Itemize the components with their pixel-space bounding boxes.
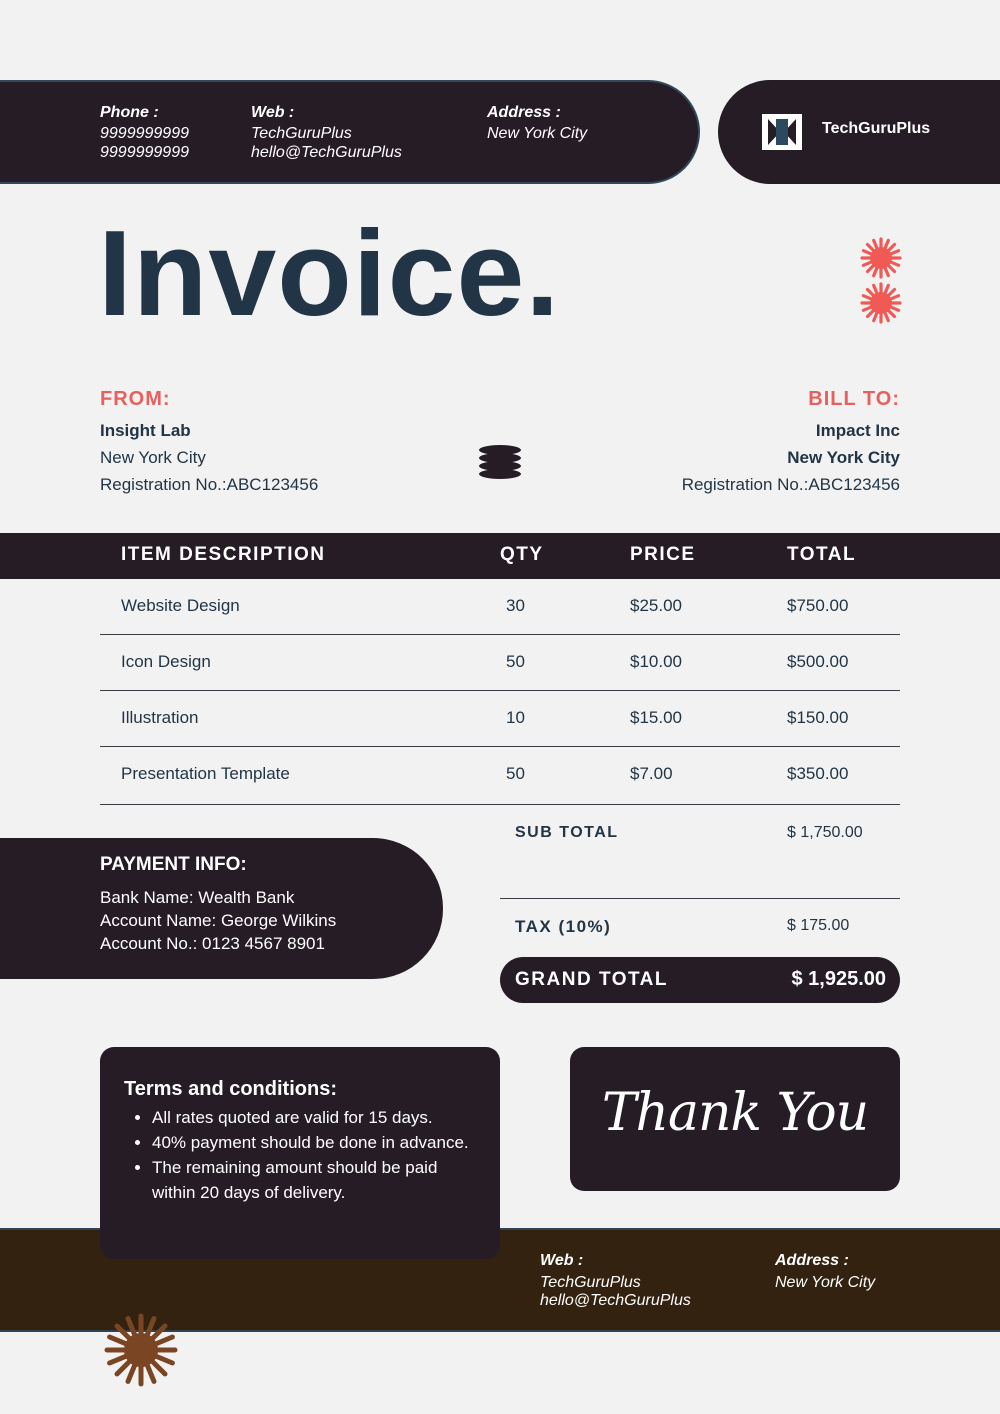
address-value: New York City [487,125,588,142]
tax-value: $ 175.00 [787,917,850,934]
grand-total-label: GRAND TOTAL [515,969,669,990]
row-price: $7.00 [630,764,673,783]
web-name: TechGuruPlus [251,125,352,142]
terms-item: • 40% payment should be done in advance. [152,1130,478,1155]
header-price: PRICE [630,544,696,565]
payment-info-panel [0,838,443,979]
header-contact-bar [0,80,700,184]
grand-total-bar [500,957,900,1003]
row-description: Icon Design [121,652,211,671]
table-row [100,579,900,635]
address-label: Address : [487,104,561,121]
row-price: $15.00 [630,708,682,727]
row-qty: 50 [506,652,525,671]
thank-you-text: Thank You [601,1083,869,1143]
from-city: New York City [100,448,206,467]
brand-bar [718,80,1000,184]
web-email: hello@TechGuruPlus [251,144,402,161]
terms-list [128,1105,478,1205]
row-price: $10.00 [630,652,682,671]
row-description: Illustration [121,708,199,727]
totals-divider [500,898,900,899]
payment-bank: Bank Name: Wealth Bank [100,888,295,907]
table-header [0,533,1000,579]
payment-heading: PAYMENT INFO: [100,854,247,875]
bill-to-name: Impact Inc [815,421,900,440]
payment-account-no: Account No.: 0123 4567 8901 [100,934,325,953]
footer-web-name: TechGuruPlus [540,1274,641,1291]
row-price: $25.00 [630,596,682,615]
subtotal-value: $ 1,750.00 [787,824,863,841]
coral-burst-icon [860,237,902,327]
terms-heading: Terms and conditions: [124,1078,337,1100]
phone-label: Phone : [100,104,159,121]
terms-item: • All rates quoted are valid for 15 days. [152,1105,478,1130]
table-row [100,747,900,805]
row-total: $150.00 [787,708,849,727]
row-total: $750.00 [787,596,849,615]
from-name: Insight Lab [100,421,191,440]
header-qty: QTY [500,544,544,565]
tax-label: TAX (10%) [515,917,612,936]
from-heading: FROM: [100,388,171,410]
brand-name: TechGuruPlus [822,120,931,137]
table-row [100,691,900,747]
thank-you-card [570,1047,900,1191]
bill-to-registration: Registration No.:ABC123456 [681,475,900,494]
footer-web-label: Web : [540,1252,584,1269]
row-description: Presentation Template [121,764,290,783]
phone-value-2: 9999999999 [100,144,189,161]
row-qty: 50 [506,764,525,783]
header-item-description: ITEM DESCRIPTION [121,544,326,565]
phone-value-1: 9999999999 [100,125,189,142]
from-registration: Registration No.:ABC123456 [100,475,319,494]
row-total: $350.00 [787,764,849,783]
footer-web-email: hello@TechGuruPlus [540,1292,691,1309]
from-block [100,388,318,498]
page-title: Invoice. [98,205,561,341]
table-row [100,635,900,691]
subtotal-label: SUB TOTAL [515,824,619,841]
grand-total-value: $ 1,925.00 [791,968,886,990]
bill-to-block [682,388,900,498]
bill-to-city: New York City [787,448,900,467]
payment-details [100,886,336,955]
footer-address-value: New York City [775,1274,876,1291]
row-qty: 10 [506,708,525,727]
stack-icon [479,445,521,479]
row-total: $500.00 [787,652,849,671]
bill-to-heading: BILL TO: [808,388,900,410]
brown-burst-icon [104,1313,178,1387]
header-total: TOTAL [787,544,857,565]
terms-card [100,1047,500,1259]
web-label: Web : [251,104,295,121]
payment-account-name: Account Name: George Wilkins [100,911,337,930]
row-qty: 30 [506,596,525,615]
brand-logo-icon [762,114,802,150]
footer-address-label: Address : [775,1252,849,1269]
terms-item: • The remaining amount should be paid within 20 days of delivery. [152,1155,478,1205]
row-description: Website Design [121,596,240,615]
